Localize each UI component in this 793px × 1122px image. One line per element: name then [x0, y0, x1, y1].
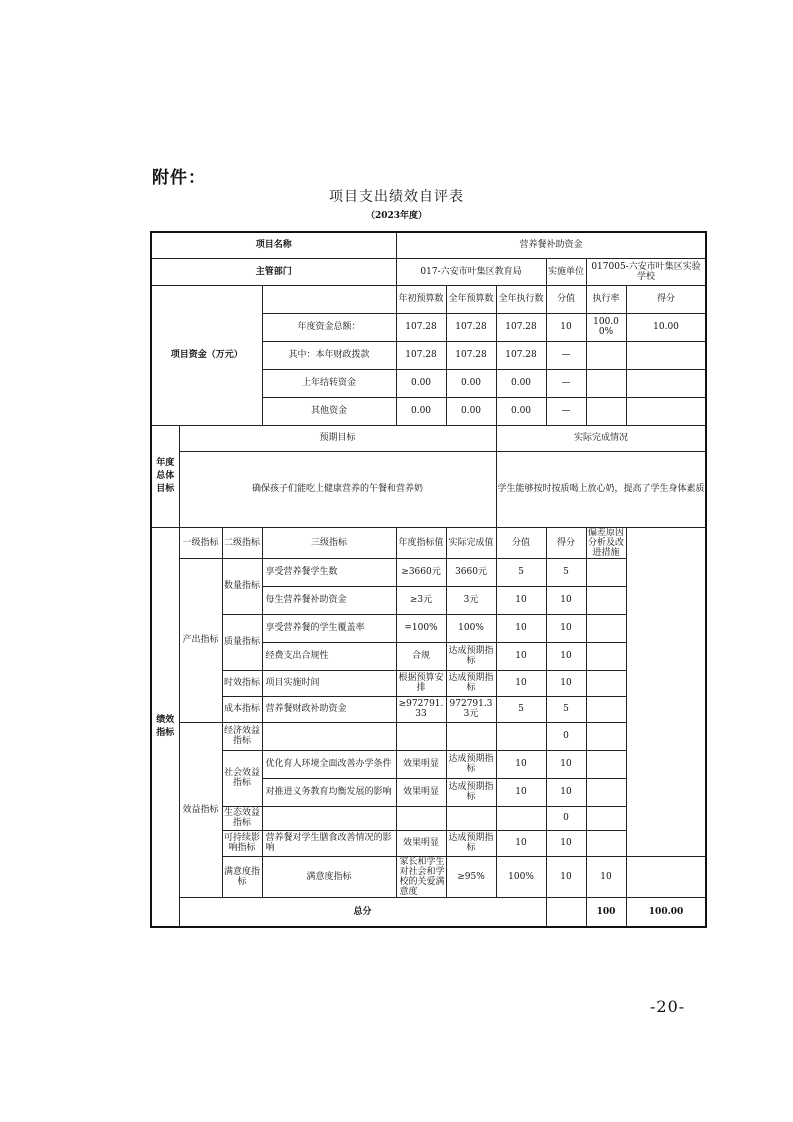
- output-indicator-label: 产出指标: [179, 558, 222, 722]
- indicator-value: 10: [496, 614, 546, 642]
- indicator-value: 10: [496, 670, 546, 696]
- indicator-score: 10: [546, 670, 586, 696]
- funds-annual: 0.00: [446, 369, 496, 397]
- expected-goal: 确保孩子们能吃上健康营养的午餐和营养奶: [179, 451, 496, 527]
- funds-executed: 107.28: [496, 313, 546, 341]
- page-number: -20-: [650, 997, 686, 1016]
- benefit-indicator-label: 效益指标: [179, 722, 222, 897]
- indicator-name: 每生营养餐补助资金: [262, 586, 396, 614]
- indicator-actual: 972791.33元: [446, 696, 496, 722]
- ind-header-level3: 三级指标: [262, 527, 396, 558]
- indicator-target: ≥3元: [396, 586, 446, 614]
- funds-row-label: 其中：本年财政拨款: [262, 341, 396, 369]
- funds-score: [626, 341, 706, 369]
- unit-value: 017005-六安市叶集区实验学校: [586, 258, 706, 285]
- indicator-value: [496, 806, 546, 830]
- indicator-target: [396, 722, 446, 750]
- funds-score: 10.00: [626, 313, 706, 341]
- funds-rate: [586, 341, 626, 369]
- indicator-note: [586, 586, 626, 614]
- indicator-note: [586, 642, 626, 670]
- indicator-name: 享受营养餐学生数: [262, 558, 396, 586]
- dept-label: 主管部门: [151, 258, 396, 285]
- social-indicator-label: 社会效益指标: [222, 750, 262, 806]
- funds-executed: 0.00: [496, 397, 546, 425]
- indicator-name: 经费支出合规性: [262, 642, 396, 670]
- indicator-value: 10: [496, 778, 546, 806]
- indicator-actual: 3660元: [446, 558, 496, 586]
- funds-score-value: 10: [546, 313, 586, 341]
- satisfaction-sub-indicator-label: 满意度指标: [262, 856, 396, 897]
- indicator-name: 优化育人环境全面改善办学条件: [262, 750, 396, 778]
- funds-score-value: —: [546, 369, 586, 397]
- quantity-indicator-label: 数量指标: [222, 558, 262, 614]
- funds-label: 项目资金（万元）: [151, 285, 262, 425]
- indicator-note: [586, 696, 626, 722]
- unit-label: 实施单位: [546, 258, 586, 285]
- ind-header-note: 偏差原因分析及改进措施: [588, 527, 625, 558]
- indicator-value: 10: [546, 856, 586, 897]
- self-evaluation-table: [150, 231, 707, 928]
- attachment-label: 附件：: [152, 168, 206, 188]
- indicator-score: 5: [546, 696, 586, 722]
- sustainable-indicator-label: 可持续影响指标: [222, 830, 262, 856]
- indicator-actual: 100%: [496, 856, 546, 897]
- total-blank: [546, 897, 586, 927]
- indicator-target: 效果明显: [396, 830, 446, 856]
- funds-rate: 100.00%: [586, 313, 626, 341]
- ind-header-value: 分值: [496, 527, 546, 558]
- funds-header-score-value: 分值: [546, 285, 586, 313]
- project-name-value: 营养餐补助资金: [396, 232, 706, 258]
- funds-header-executed: 全年执行数: [496, 285, 546, 313]
- funds-row-label: 上年结转资金: [262, 369, 396, 397]
- indicator-actual: 3元: [446, 586, 496, 614]
- funds-rate: [586, 369, 626, 397]
- indicator-actual: 达成预期指标: [446, 642, 496, 670]
- total-value: 100: [586, 897, 626, 927]
- funds-header-blank: [262, 285, 396, 313]
- indicator-actual: 100%: [446, 614, 496, 642]
- total-label: 总分: [179, 897, 546, 927]
- indicator-name: [262, 806, 396, 830]
- indicator-score: 0: [546, 722, 586, 750]
- funds-executed: 0.00: [496, 369, 546, 397]
- indicator-actual: [446, 722, 496, 750]
- satisfaction-indicator-label: 满意度指标: [222, 856, 262, 897]
- indicator-target: 根据预算安排: [396, 670, 446, 696]
- indicator-note: [586, 830, 626, 856]
- funds-header-score: 得分: [626, 285, 706, 313]
- ind-header-actual: 实际完成值: [446, 527, 496, 558]
- funds-header-rate: 执行率: [586, 285, 626, 313]
- indicator-target: 合规: [396, 642, 446, 670]
- indicator-value: 5: [496, 696, 546, 722]
- indicator-actual: 达成预期指标: [446, 830, 496, 856]
- indicator-score: 10: [546, 642, 586, 670]
- indicator-note: [626, 856, 706, 897]
- funds-score-value: —: [546, 341, 586, 369]
- indicator-score: 10: [586, 856, 626, 897]
- indicator-score: 10: [546, 586, 586, 614]
- goals-label: 年度总体目标: [151, 425, 179, 527]
- indicator-name: 项目实施时间: [262, 670, 396, 696]
- indicator-target: 效果明显: [396, 778, 446, 806]
- indicator-value: 10: [496, 830, 546, 856]
- funds-annual: 107.28: [446, 313, 496, 341]
- indicator-target: ≥95%: [446, 856, 496, 897]
- indicator-score: 0: [546, 806, 586, 830]
- actual-result: 学生能够按时按质喝上放心奶，提高了学生身体素质: [496, 451, 706, 527]
- funds-score: [626, 397, 706, 425]
- funds-score-value: —: [546, 397, 586, 425]
- cost-indicator-label: 成本指标: [222, 696, 262, 722]
- funds-initial: 107.28: [396, 313, 446, 341]
- indicator-target: =100%: [396, 614, 446, 642]
- actual-result-header: 实际完成情况: [496, 425, 706, 451]
- indicator-actual: [446, 806, 496, 830]
- indicator-name: [262, 722, 396, 750]
- indicator-name: 享受营养餐的学生覆盖率: [262, 614, 396, 642]
- ind-header-score: 得分: [546, 527, 586, 558]
- indicator-value: [496, 722, 546, 750]
- ind-header-target: 年度指标值: [396, 527, 446, 558]
- funds-annual: 107.28: [446, 341, 496, 369]
- time-indicator-label: 时效指标: [222, 670, 262, 696]
- indicator-score: 10: [546, 830, 586, 856]
- ecological-indicator-label: 生态效益指标: [223, 808, 260, 828]
- indicator-score: 10: [546, 750, 586, 778]
- funds-header-initial: 年初预算数: [396, 285, 446, 313]
- report-year: （2023年度）: [365, 211, 428, 221]
- indicator-score: 10: [546, 778, 586, 806]
- indicators-label: 绩效指标: [151, 527, 179, 927]
- funds-row-label: 年度资金总额：: [262, 313, 396, 341]
- indicator-note: [586, 670, 626, 696]
- page-title: 项目支出绩效自评表: [329, 189, 464, 205]
- funds-executed: 107.28: [496, 341, 546, 369]
- funds-header-annual: 全年预算数: [446, 285, 496, 313]
- indicator-name: 营养餐财政补助资金: [262, 696, 396, 722]
- funds-initial: 0.00: [396, 397, 446, 425]
- indicator-score: 5: [546, 558, 586, 586]
- indicator-name: 家长和学生对社会和学校的关爱满意度: [396, 856, 446, 897]
- indicator-actual: 达成预期指标: [446, 750, 496, 778]
- indicator-name: 对推进义务教育均衡发展的影响: [262, 778, 396, 806]
- indicator-name: 营养餐对学生膳食改善情况的影响: [262, 830, 396, 856]
- total-score: 100.00: [626, 897, 706, 927]
- expected-goal-header: 预期目标: [179, 425, 496, 451]
- indicator-actual: 达成预期指标: [446, 670, 496, 696]
- funds-initial: 107.28: [396, 341, 446, 369]
- indicator-actual: 达成预期指标: [446, 778, 496, 806]
- indicator-note: [586, 614, 626, 642]
- dept-value: 017-六安市叶集区教育局: [396, 258, 546, 285]
- indicator-note: [586, 750, 626, 778]
- indicator-score: 10: [546, 614, 586, 642]
- economic-indicator-label: 经济效益指标: [222, 722, 262, 750]
- indicator-note: [586, 778, 626, 806]
- funds-score: [626, 369, 706, 397]
- project-name-label: 项目名称: [151, 232, 396, 258]
- indicator-note: [586, 722, 626, 750]
- indicator-value: 10: [496, 642, 546, 670]
- indicator-target: ≥3660元: [396, 558, 446, 586]
- indicator-target: [396, 806, 446, 830]
- indicator-note: [586, 806, 626, 830]
- indicator-target: ≥972791.33: [396, 696, 446, 722]
- ind-header-level2: 二级指标: [222, 527, 262, 558]
- funds-row-label: 其他资金: [262, 397, 396, 425]
- funds-rate: [586, 397, 626, 425]
- ind-header-level1: 一级指标: [179, 527, 222, 558]
- indicator-value: 10: [496, 750, 546, 778]
- indicator-value: 10: [496, 586, 546, 614]
- quality-indicator-label: 质量指标: [222, 614, 262, 670]
- indicator-note: [586, 558, 626, 586]
- funds-initial: 0.00: [396, 369, 446, 397]
- indicator-value: 5: [496, 558, 546, 586]
- indicator-target: 效果明显: [396, 750, 446, 778]
- funds-annual: 0.00: [446, 397, 496, 425]
